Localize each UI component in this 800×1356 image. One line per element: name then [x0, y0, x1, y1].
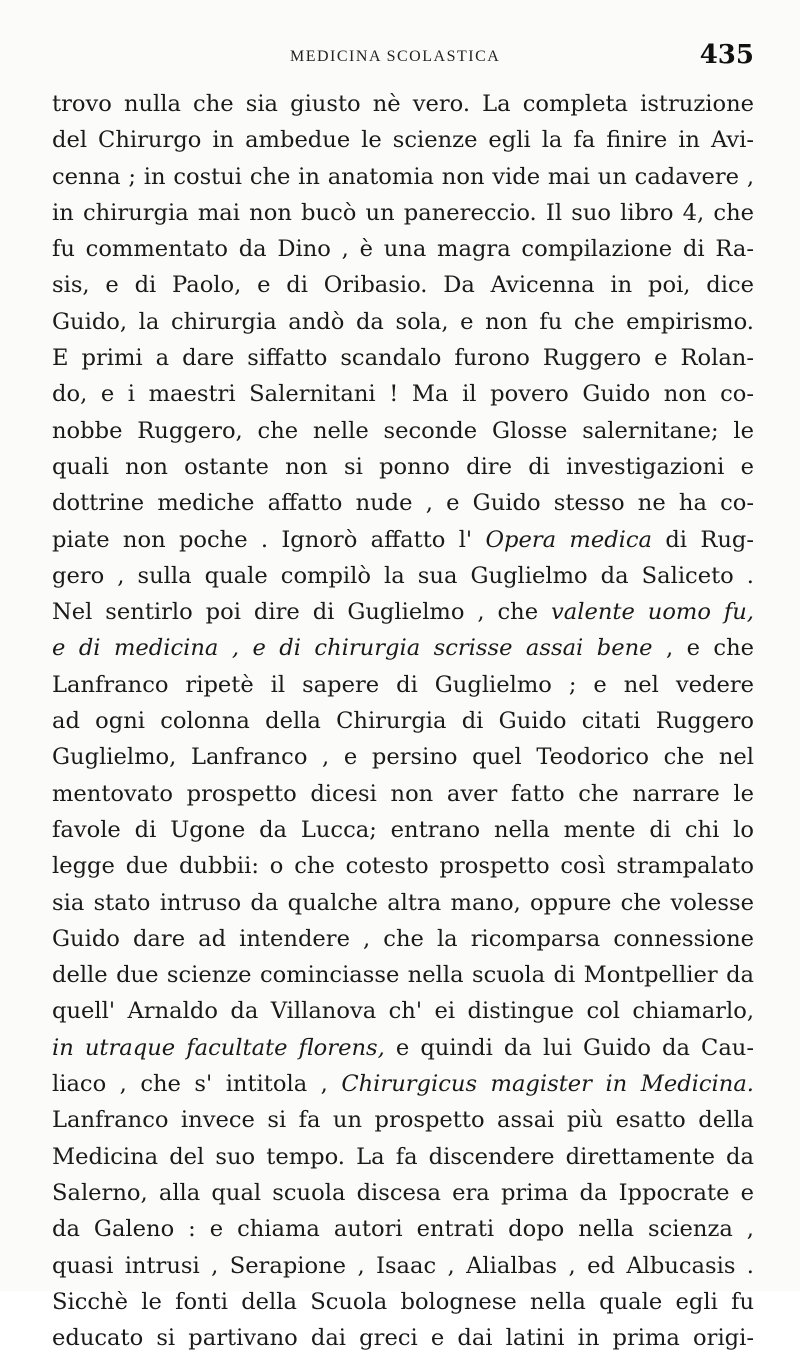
text-line — [52, 667, 754, 703]
text-line — [52, 993, 754, 1029]
text-run: legge due dubbii: o che cotesto prospetto così strampalato — [52, 853, 754, 880]
text-run: del Chirurgo in ambedue le scienze egli la fa finire in Avi- — [52, 127, 754, 154]
text-line — [52, 776, 754, 812]
text-line — [52, 703, 754, 739]
text-line — [52, 1102, 754, 1138]
text-run: trovo nulla che sia giusto nè vero. La completa istruzione — [52, 91, 754, 117]
text-line — [52, 921, 754, 957]
text-line — [52, 122, 754, 158]
text-line — [52, 848, 754, 884]
text-run: quasi intrusi , Serapione , Isaac , Alialbas , ed Albucasis . — [52, 1252, 754, 1279]
body-text — [52, 86, 754, 1356]
text-run: Salerno, alla qual scuola discesa era prima da Ippocrate e — [52, 1179, 754, 1206]
italic-text: Opera medica — [485, 526, 653, 553]
text-run: Lanfranco ripetè il sapere di Guglielmo ; e nel vedere — [52, 671, 754, 698]
text-line — [52, 957, 754, 993]
text-run: e quindi da lui Guido da Cau- — [384, 1034, 754, 1061]
text-line — [52, 1030, 754, 1066]
page-header — [52, 40, 754, 76]
text-line — [52, 1139, 754, 1175]
text-line — [52, 1211, 754, 1247]
text-run: Guido dare ad intendere , che la ricomparsa connessione — [52, 925, 754, 952]
text-line — [52, 159, 754, 195]
text-run: Guido, la chirurgia andò da sola, e non fu che empirismo. — [52, 308, 754, 335]
text-run: fu commentato da Dino , è una magra compilazione di Ra- — [52, 236, 754, 263]
text-run: liaco , che s' intitola , — [52, 1071, 342, 1098]
text-run: dottrine mediche affatto nude , e Guido stesso ne ha co- — [52, 490, 754, 517]
text-line — [52, 1175, 754, 1211]
text-line — [52, 267, 754, 303]
text-run: favole di Ugone da Lucca; entrano nella mente di chi lo — [52, 816, 754, 843]
text-run: delle due scienze cominciasse nella scuola di Montpellier da — [52, 962, 754, 989]
text-line — [52, 86, 754, 122]
text-run: E primi a dare siffatto scandalo furono Ruggero e Rolan- — [52, 345, 754, 372]
text-line — [52, 1284, 754, 1320]
page-number: 435 — [699, 40, 754, 70]
text-run: ad ogni colonna della Chirurgia di Guido citati Ruggero — [52, 708, 754, 735]
text-line — [52, 231, 754, 267]
text-line — [52, 1320, 754, 1356]
text-line — [52, 340, 754, 376]
text-line — [52, 812, 754, 848]
text-line — [52, 558, 754, 594]
text-run: do, e i maestri Salernitani ! Ma il povero Guido non co- — [52, 381, 754, 408]
text-line — [52, 376, 754, 412]
text-line — [52, 630, 754, 666]
text-line — [52, 1066, 754, 1102]
italic-text: valente uomo fu, — [551, 599, 754, 626]
text-line — [52, 485, 754, 521]
text-run: sia stato intruso da qualche altra mano, oppure che volesse — [52, 889, 754, 916]
text-run: Medicina del suo tempo. La fa discendere direttamente da — [52, 1143, 754, 1170]
text-run: quell' Arnaldo da Villanova ch' ei distingue col chiamarlo, — [52, 998, 754, 1025]
text-run: Lanfranco invece si fa un prospetto assai più esatto della — [52, 1107, 754, 1134]
running-title: MEDICINA SCOLASTICA — [290, 48, 501, 65]
text-run: piate non poche . Ignorò affatto l' — [52, 526, 486, 553]
text-run: quali non ostante non si ponno dire di investigazioni e — [52, 453, 754, 480]
text-run: cenna ; in costui che in anatomia non vide mai un cadavere , — [52, 163, 754, 190]
text-run: in chirurgia mai non bucò un panereccio. Il suo libro 4, che — [52, 199, 754, 226]
text-run: Sicchè le fonti della Scuola bolognese nella quale egli fu — [52, 1288, 754, 1315]
text-run: di Rug- — [652, 526, 754, 553]
text-line — [52, 195, 754, 231]
text-run: Nel sentirlo poi dire di Guglielmo , che — [52, 599, 552, 626]
text-run: da Galeno : e chiama autori entrati dopo nella scienza , — [52, 1216, 754, 1243]
italic-text: Chirurgicus magister in Medicina. — [341, 1071, 754, 1098]
text-run: mentovato prospetto dicesi non aver fatto che narrare le — [52, 780, 754, 807]
italic-text: in utraque facultate florens, — [52, 1034, 385, 1061]
text-line — [52, 522, 754, 558]
text-run: nobbe Ruggero, che nelle seconde Glosse salernitane; le — [52, 417, 754, 444]
text-run: Guglielmo, Lanfranco , e persino quel Teodorico che nel — [52, 744, 754, 771]
text-run: educato si partivano dai greci e dai latini in prima origi- — [52, 1325, 754, 1352]
text-line — [52, 739, 754, 775]
text-line — [52, 413, 754, 449]
text-run: , e che — [652, 635, 754, 662]
text-line — [52, 885, 754, 921]
text-line — [52, 304, 754, 340]
text-line — [52, 449, 754, 485]
text-run: sis, e di Paolo, e di Oribasio. Da Avicenna in poi, dice — [52, 272, 754, 299]
text-run: gero , sulla quale compilò la sua Guglielmo da Saliceto . — [52, 562, 754, 589]
text-line — [52, 1248, 754, 1284]
text-line — [52, 594, 754, 630]
italic-text: e di medicina , e di chirurgia scrisse assai bene — [52, 635, 653, 662]
